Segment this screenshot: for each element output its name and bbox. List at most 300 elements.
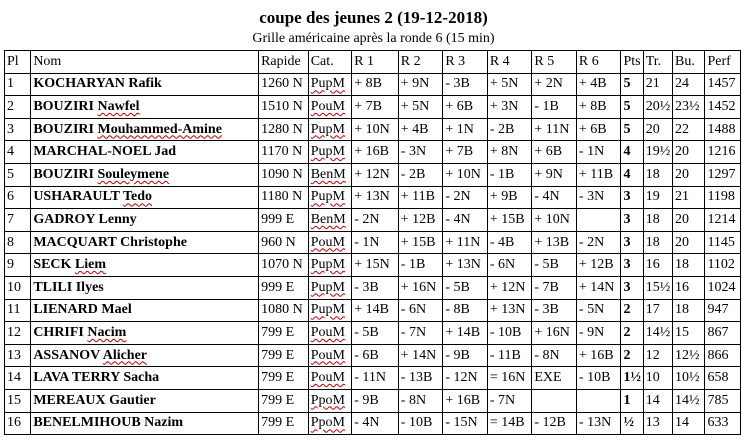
player-firstname: Souleymene	[97, 166, 170, 182]
category-label: PupM	[310, 257, 345, 273]
player-firstname: Mouhammed-Amine	[97, 121, 222, 137]
cell-round-2: - 2B	[398, 163, 443, 186]
cell-round-5: + 9N	[532, 163, 577, 186]
cell-round-5: + 10N	[532, 209, 577, 232]
cell-round-5: + 16N	[532, 322, 577, 345]
cell-round-6: - 9N	[576, 322, 621, 345]
cell-round-6	[576, 389, 621, 412]
cell-round-4: + 3N	[487, 96, 532, 119]
cell-pl: 12	[5, 322, 31, 345]
cell-rapide: 799 E	[259, 344, 309, 367]
table-header-row	[5, 51, 741, 74]
cell-round-6: - 2N	[576, 231, 621, 254]
cell-nom	[31, 254, 259, 277]
cell-tr: 19½	[643, 141, 672, 164]
cell-round-1: + 13N	[352, 186, 399, 209]
cell-bu: 18	[673, 254, 705, 277]
cell-round-6: - 1N	[576, 141, 621, 164]
cell-round-4: + 15B	[487, 209, 532, 232]
player-firstname: Mael	[101, 302, 132, 318]
cell-round-6: + 16B	[576, 344, 621, 367]
cell-cat	[308, 209, 352, 232]
cell-round-2: + 5N	[398, 96, 443, 119]
player-surname: TLILI	[33, 279, 73, 295]
cell-perf: 1198	[705, 186, 741, 209]
cell-rapide: 799 E	[259, 389, 309, 412]
cell-round-1: + 16B	[352, 141, 399, 164]
cell-pl: 10	[5, 276, 31, 299]
cell-round-1: + 7B	[352, 96, 399, 119]
cell-round-5: - 3B	[532, 299, 577, 322]
cell-tr: 20½	[643, 96, 672, 119]
cell-round-5: - 8N	[532, 344, 577, 367]
cell-tr: 16	[643, 254, 672, 277]
cell-pl: 4	[5, 141, 31, 164]
cell-round-3: + 10N	[443, 163, 488, 186]
cell-round-6	[576, 209, 621, 232]
cell-rapide: 1170 N	[259, 141, 309, 164]
cell-round-4: + 12N	[487, 276, 532, 299]
cell-rapide: 799 E	[259, 367, 309, 390]
cell-cat	[308, 163, 352, 186]
cell-pl: 14	[5, 367, 31, 390]
cell-tr: 13	[643, 412, 672, 435]
cell-rapide: 1090 N	[259, 163, 309, 186]
cell-round-3: + 6B	[443, 96, 488, 119]
cell-perf: 1457	[705, 73, 741, 96]
cell-pl: 1	[5, 73, 31, 96]
cell-tr: 17	[643, 299, 672, 322]
player-firstname: Gautier	[109, 392, 156, 408]
cell-round-5: EXE	[532, 367, 577, 390]
cell-pl: 9	[5, 254, 31, 277]
cell-round-1: - 5B	[352, 322, 399, 345]
cell-round-5: + 6B	[532, 141, 577, 164]
cell-round-5: + 2N	[532, 73, 577, 96]
cell-round-6: + 14N	[576, 276, 621, 299]
table-row	[5, 322, 741, 345]
cell-rapide: 960 N	[259, 231, 309, 254]
cell-nom	[31, 96, 259, 119]
header-tr: Tr.	[643, 51, 672, 74]
cell-pts: 4	[621, 163, 643, 186]
header-pts: Pts	[621, 51, 643, 74]
cell-perf: 1216	[705, 141, 741, 164]
player-surname: BOUZIRI	[33, 98, 94, 114]
cell-round-3: + 11N	[443, 231, 488, 254]
cell-pts: 5	[621, 73, 643, 96]
cell-round-6: - 3N	[576, 186, 621, 209]
cell-round-3: - 12N	[443, 367, 488, 390]
player-surname: MACQUART	[33, 234, 117, 250]
category-label: PpoM	[310, 415, 345, 431]
cell-pts: 5	[621, 118, 643, 141]
cell-rapide: 1080 N	[259, 299, 309, 322]
cell-round-6: + 6B	[576, 118, 621, 141]
table-row	[5, 209, 741, 232]
cell-tr: 18	[643, 163, 672, 186]
cell-nom	[31, 73, 259, 96]
document-title: coupe des jeunes 2 (19-12-2018)	[259, 8, 488, 27]
category-label: PupM	[310, 189, 345, 205]
player-surname: MARCHAL-NOEL	[33, 144, 151, 160]
cell-round-3: - 4N	[443, 209, 488, 232]
cell-round-3: - 15N	[443, 412, 488, 435]
cell-bu: 15	[673, 322, 705, 345]
cell-cat	[308, 276, 352, 299]
cell-tr: 10	[643, 367, 672, 390]
cell-nom	[31, 322, 259, 345]
header-pl: Pl	[5, 51, 31, 74]
cell-perf: 1102	[705, 254, 741, 277]
cell-round-4: + 13N	[487, 299, 532, 322]
table-row	[5, 186, 741, 209]
cell-rapide: 1260 N	[259, 73, 309, 96]
cell-round-6: - 13N	[576, 412, 621, 435]
cell-tr: 12	[643, 344, 672, 367]
cell-tr: 18	[643, 231, 672, 254]
cell-pts: ½	[621, 412, 643, 435]
category-label: PupM	[310, 279, 345, 295]
cell-cat	[308, 254, 352, 277]
player-surname: USHARAULT	[33, 189, 120, 205]
cell-round-2: + 11B	[398, 186, 443, 209]
player-surname: MEREAUX	[33, 392, 106, 408]
cell-bu: 14½	[673, 389, 705, 412]
player-firstname: Ilyes	[75, 279, 104, 295]
cell-perf: 785	[705, 389, 741, 412]
cell-bu: 14	[673, 412, 705, 435]
cell-round-3: - 2N	[443, 186, 488, 209]
cell-round-2: - 10B	[398, 412, 443, 435]
cell-cat	[308, 231, 352, 254]
cell-pts: 2	[621, 344, 643, 367]
cell-perf: 866	[705, 344, 741, 367]
player-firstname: Nacim	[87, 324, 127, 340]
table-row	[5, 118, 741, 141]
table-row	[5, 389, 741, 412]
cell-round-5: - 5B	[532, 254, 577, 277]
cell-rapide: 1180 N	[259, 186, 309, 209]
cell-round-4: + 5N	[487, 73, 532, 96]
cell-perf: 658	[705, 367, 741, 390]
document-subtitle: Grille américaine après la ronde 6 (15 min)	[252, 31, 495, 46]
header-r5: R 5	[532, 51, 577, 74]
cell-nom	[31, 344, 259, 367]
cell-rapide: 799 E	[259, 412, 309, 435]
cell-round-1: - 3B	[352, 276, 399, 299]
cell-round-3: + 13N	[443, 254, 488, 277]
cell-round-4: = 16N	[487, 367, 532, 390]
cell-bu: 18	[673, 299, 705, 322]
player-firstname: Jad	[154, 144, 177, 160]
header-r1: R 1	[352, 51, 399, 74]
cell-round-4: - 2B	[487, 118, 532, 141]
cell-pts: 1	[621, 389, 643, 412]
cell-round-1: - 4N	[352, 412, 399, 435]
category-label: PpoM	[310, 392, 345, 408]
cell-round-5: + 11N	[532, 118, 577, 141]
cell-round-5: - 4N	[532, 186, 577, 209]
cell-bu: 20	[673, 163, 705, 186]
cell-pts: 2	[621, 322, 643, 345]
player-surname: BOUZIRI	[33, 121, 94, 137]
cell-round-1: - 11N	[352, 367, 399, 390]
cell-round-3: + 7B	[443, 141, 488, 164]
cell-pl: 13	[5, 344, 31, 367]
player-surname: ASSANOV	[33, 347, 100, 363]
player-firstname: Liem	[74, 257, 107, 273]
cell-round-2: + 4B	[398, 118, 443, 141]
player-surname: GADROY	[33, 211, 96, 227]
cell-round-6: + 11B	[576, 163, 621, 186]
table-row	[5, 276, 741, 299]
cell-nom	[31, 412, 259, 435]
cell-bu: 20	[673, 209, 705, 232]
table-row	[5, 96, 741, 119]
table-row	[5, 231, 741, 254]
cell-cat	[308, 186, 352, 209]
header-r3: R 3	[443, 51, 488, 74]
cell-nom	[31, 276, 259, 299]
cell-cat	[308, 141, 352, 164]
cell-cat	[308, 322, 352, 345]
cell-pl: 5	[5, 163, 31, 186]
cell-perf: 1452	[705, 96, 741, 119]
cell-round-5	[532, 389, 577, 412]
cell-round-1: + 14B	[352, 299, 399, 322]
category-label: PouM	[310, 324, 345, 340]
cell-bu: 23½	[673, 96, 705, 119]
table-row	[5, 367, 741, 390]
cell-round-2: + 9N	[398, 73, 443, 96]
cell-round-1: - 2N	[352, 209, 399, 232]
player-surname: BOUZIRI	[33, 166, 94, 182]
cell-bu: 22	[673, 118, 705, 141]
category-label: PouM	[310, 370, 345, 386]
table-row	[5, 299, 741, 322]
header-bu: Bu.	[673, 51, 705, 74]
player-firstname: Nazim	[144, 415, 184, 431]
cell-pl: 7	[5, 209, 31, 232]
header-cat: Cat.	[308, 51, 352, 74]
category-label: BenM	[310, 211, 346, 227]
cell-bu: 20	[673, 231, 705, 254]
cell-round-1: - 9B	[352, 389, 399, 412]
cell-tr: 14	[643, 389, 672, 412]
cell-round-3: - 3B	[443, 73, 488, 96]
cell-bu: 21	[673, 186, 705, 209]
cell-perf: 867	[705, 322, 741, 345]
cell-perf: 1297	[705, 163, 741, 186]
category-label: PouM	[310, 98, 345, 114]
cell-round-2: + 15B	[398, 231, 443, 254]
cell-rapide: 799 E	[259, 322, 309, 345]
player-firstname: Lenny	[98, 211, 137, 227]
header-r6: R 6	[576, 51, 621, 74]
cell-round-1: - 6B	[352, 344, 399, 367]
cell-round-4: - 4B	[487, 231, 532, 254]
cell-bu: 10½	[673, 367, 705, 390]
cell-perf: 1214	[705, 209, 741, 232]
cell-nom	[31, 209, 259, 232]
cell-round-3: + 16B	[443, 389, 488, 412]
cell-round-2: + 14N	[398, 344, 443, 367]
cell-round-4: - 7N	[487, 389, 532, 412]
table-row	[5, 344, 741, 367]
cell-round-3: + 1N	[443, 118, 488, 141]
header-r2: R 2	[398, 51, 443, 74]
cell-pts: 5	[621, 96, 643, 119]
cell-nom	[31, 186, 259, 209]
cell-round-5: + 13B	[532, 231, 577, 254]
standings-table	[4, 50, 741, 435]
cell-tr: 18	[643, 209, 672, 232]
player-surname: SECK	[33, 257, 72, 273]
cell-bu: 16	[673, 276, 705, 299]
cell-round-2: - 8N	[398, 389, 443, 412]
cell-round-1: + 15N	[352, 254, 399, 277]
player-surname: KOCHARYAN	[33, 76, 125, 92]
cell-pl: 6	[5, 186, 31, 209]
table-row	[5, 412, 741, 435]
cell-pl: 11	[5, 299, 31, 322]
cell-perf: 633	[705, 412, 741, 435]
cell-round-4: + 9B	[487, 186, 532, 209]
table-row	[5, 141, 741, 164]
cell-round-4: - 6N	[487, 254, 532, 277]
cell-pts: 3	[621, 209, 643, 232]
cell-round-2: - 3N	[398, 141, 443, 164]
cell-pl: 3	[5, 118, 31, 141]
cell-pts: 2	[621, 299, 643, 322]
cell-pts: 1½	[621, 367, 643, 390]
cell-pts: 3	[621, 186, 643, 209]
player-surname: LAVA TERRY	[33, 370, 120, 386]
cell-pl: 15	[5, 389, 31, 412]
cell-cat	[308, 412, 352, 435]
cell-round-2: - 13B	[398, 367, 443, 390]
cell-cat	[308, 344, 352, 367]
cell-round-5: - 7B	[532, 276, 577, 299]
cell-tr: 21	[643, 73, 672, 96]
cell-perf: 947	[705, 299, 741, 322]
cell-cat	[308, 299, 352, 322]
cell-round-2: - 1B	[398, 254, 443, 277]
cell-cat	[308, 389, 352, 412]
cell-nom	[31, 163, 259, 186]
cell-rapide: 1280 N	[259, 118, 309, 141]
cell-pts: 4	[621, 141, 643, 164]
cell-perf: 1145	[705, 231, 741, 254]
header-nom: Nom	[31, 51, 259, 74]
cell-pl: 8	[5, 231, 31, 254]
cell-round-1: + 12N	[352, 163, 399, 186]
category-label: PouM	[310, 234, 345, 250]
cell-round-3: - 8B	[443, 299, 488, 322]
header-perf: Perf	[705, 51, 741, 74]
cell-round-1: + 8B	[352, 73, 399, 96]
cell-tr: 20	[643, 118, 672, 141]
cell-round-5: - 1B	[532, 96, 577, 119]
cell-round-4: - 11B	[487, 344, 532, 367]
cell-pts: 3	[621, 276, 643, 299]
cell-round-4: - 1B	[487, 163, 532, 186]
cell-cat	[308, 96, 352, 119]
cell-rapide: 1070 N	[259, 254, 309, 277]
cell-nom	[31, 367, 259, 390]
category-label: PouM	[310, 347, 345, 363]
cell-rapide: 1510 N	[259, 96, 309, 119]
cell-round-6: - 10B	[576, 367, 621, 390]
cell-nom	[31, 389, 259, 412]
player-surname: BENELMIHOUB	[33, 415, 141, 431]
category-label: PupM	[310, 302, 345, 318]
header-r4: R 4	[487, 51, 532, 74]
cell-round-6: - 5N	[576, 299, 621, 322]
player-firstname: Christophe	[120, 234, 187, 250]
player-firstname: Nawfel	[97, 98, 140, 114]
cell-nom	[31, 231, 259, 254]
cell-pts: 3	[621, 231, 643, 254]
cell-nom	[31, 118, 259, 141]
cell-round-1: - 1N	[352, 231, 399, 254]
table-body	[5, 73, 741, 435]
cell-round-6: + 8B	[576, 96, 621, 119]
player-firstname: Alicher	[102, 347, 148, 363]
cell-round-2: - 7N	[398, 322, 443, 345]
cell-bu: 20	[673, 141, 705, 164]
cell-round-6: + 12B	[576, 254, 621, 277]
cell-nom	[31, 299, 259, 322]
player-firstname: Sacha	[123, 370, 160, 386]
cell-nom	[31, 141, 259, 164]
table-row	[5, 254, 741, 277]
cell-pts: 3	[621, 254, 643, 277]
cell-round-3: + 14B	[443, 322, 488, 345]
cell-round-2: - 6N	[398, 299, 443, 322]
cell-pl: 2	[5, 96, 31, 119]
header-rapide: Rapide	[259, 51, 309, 74]
cell-cat	[308, 73, 352, 96]
cell-bu: 24	[673, 73, 705, 96]
cell-pl: 16	[5, 412, 31, 435]
player-surname: LIENARD	[33, 302, 98, 318]
player-surname: CHRIFI	[33, 324, 84, 340]
cell-round-4: - 10B	[487, 322, 532, 345]
cell-round-2: + 16N	[398, 276, 443, 299]
cell-tr: 19	[643, 186, 672, 209]
player-firstname: Rafik	[128, 76, 162, 92]
cell-perf: 1488	[705, 118, 741, 141]
cell-round-4: = 14B	[487, 412, 532, 435]
cell-round-5: - 12B	[532, 412, 577, 435]
cell-round-3: - 9B	[443, 344, 488, 367]
cell-rapide: 999 E	[259, 209, 309, 232]
cell-round-4: + 8N	[487, 141, 532, 164]
category-label: PupM	[310, 121, 345, 137]
cell-bu: 12½	[673, 344, 705, 367]
cell-round-6: + 4B	[576, 73, 621, 96]
category-label: BenM	[310, 166, 346, 182]
cell-rapide: 999 E	[259, 276, 309, 299]
table-row	[5, 163, 741, 186]
category-label: PupM	[310, 144, 345, 160]
cell-tr: 14½	[643, 322, 672, 345]
player-firstname: Tedo	[122, 189, 152, 205]
cell-round-2: + 12B	[398, 209, 443, 232]
cell-cat	[308, 118, 352, 141]
